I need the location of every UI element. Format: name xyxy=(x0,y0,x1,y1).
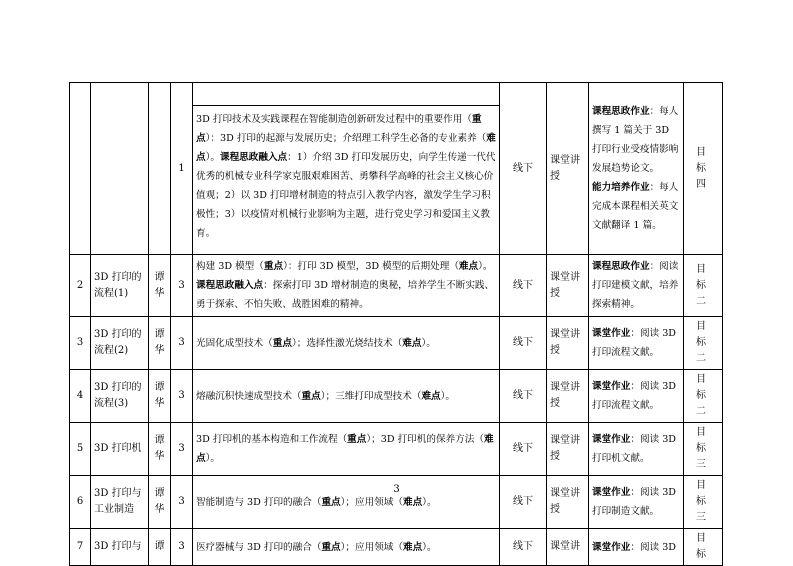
homework-text: ：每人完成本课程相关英文文献翻译 1 篇。 xyxy=(592,182,679,231)
cell-teacher xyxy=(149,317,171,370)
table-row xyxy=(70,83,723,255)
cell-hours: 3 xyxy=(171,255,193,317)
content-text: ）。 xyxy=(421,337,436,349)
homework-emphasis: 课堂作业 xyxy=(592,434,631,445)
content-emphasis: 难点 xyxy=(402,496,423,508)
cell-teacher xyxy=(149,529,171,566)
content-text: 光固化成型技术（ xyxy=(196,337,273,349)
table-row xyxy=(70,423,723,476)
content-text: 3D 打印技术及实践课程在智能制造创新研发过程中的重要作用（ xyxy=(196,114,472,125)
homework-text: ：阅读打印建模文献，培养探索精神。 xyxy=(592,261,679,310)
cell-mode: 线下 xyxy=(500,529,547,566)
content-emphasis: 课程思政融入点 xyxy=(196,280,264,291)
cell-goal xyxy=(684,529,723,566)
cell-unit: 3D 打印的流程(2) xyxy=(91,317,149,370)
goal-text: 目标二 xyxy=(696,374,710,417)
teacher-name: 谭华 xyxy=(154,435,165,462)
cell-mode: 线下 xyxy=(500,370,547,423)
cell-no: 4 xyxy=(70,370,91,423)
goal-text: 目标二 xyxy=(696,321,710,364)
cell-hours: 1 xyxy=(171,83,193,255)
cell-no xyxy=(70,83,91,255)
cell-goal xyxy=(684,317,723,370)
cell-homework xyxy=(589,83,684,255)
content-text: ：探索打印 3D 增材制造的奥秘，培养学生不断实践、勇于探索、不怕失败、战胜困难的精神。 xyxy=(196,280,495,310)
cell-method: 课堂讲授 xyxy=(547,370,589,423)
content-emphasis: 重点 xyxy=(272,337,292,349)
table-row xyxy=(70,370,723,423)
cell-content xyxy=(193,529,500,566)
cell-unit: 3D 打印与 xyxy=(91,529,149,566)
content-text: 智能制造与 3D 打印的融合（ xyxy=(196,496,322,508)
content-text: ）：打印 3D 模型，3D 模型的后期处理（ xyxy=(283,261,459,272)
teacher-name: 谭华 xyxy=(154,271,165,299)
content-text: ）；应用领域（ xyxy=(340,541,403,553)
content-text: 3D 打印机的基本构造和工作流程（ xyxy=(196,434,348,445)
content-text: ）；应用领域（ xyxy=(340,496,403,508)
cell-homework xyxy=(589,317,684,370)
content-text: ：1）介绍 3D 打印发展历史，向学生传递一代代优秀的机械专业科学家克服艰难困苦、勇攀科学高峰的社会主义核心价值观；2）以 3D 打印增材制造的特点引入教学内容，激发学生学习积极性；3）以疫情对机械行业影响为主题，进行党史学习和爱国主义教育。 xyxy=(196,152,496,239)
homework-text: ：阅读 3D xyxy=(630,541,677,553)
goal-text: 目标二 xyxy=(696,263,710,307)
cell-teacher xyxy=(149,83,171,255)
cell-mode: 线下 xyxy=(500,476,547,529)
content-emphasis: 重点 xyxy=(321,496,341,508)
homework-emphasis: 课程思政作业 xyxy=(592,261,650,272)
cell-teacher xyxy=(149,370,171,423)
cell-method: 课堂讲授 xyxy=(547,423,589,476)
content-text: 熔融沉积快速成型技术（ xyxy=(196,390,302,402)
homework-emphasis: 课堂作业 xyxy=(592,487,631,498)
content-emphasis: 难点 xyxy=(458,261,479,272)
goal-text: 目标三 xyxy=(696,480,710,523)
content-emphasis: 课程思政融入点 xyxy=(219,152,288,163)
cell-no: 6 xyxy=(70,476,91,529)
cell-hours: 3 xyxy=(171,317,193,370)
homework-emphasis: 课堂作业 xyxy=(592,541,631,553)
cell-unit: 3D 打印机 xyxy=(91,423,149,476)
cell-unit: 3D 打印与工业制造 xyxy=(91,476,149,529)
cell-unit xyxy=(91,83,149,255)
cell-content xyxy=(193,83,500,255)
content-emphasis: 难点 xyxy=(421,390,441,402)
teacher-name: 谭 xyxy=(154,541,165,552)
teacher-name: 谭华 xyxy=(154,488,165,515)
homework-emphasis: 课堂作业 xyxy=(592,381,631,392)
cell-method: 课堂讲授 xyxy=(547,317,589,370)
cell-homework xyxy=(589,423,684,476)
teacher-name: 谭华 xyxy=(154,382,165,409)
cell-hours: 3 xyxy=(171,370,193,423)
content-text: ）；3D 打印机的保养方法（ xyxy=(366,434,484,445)
cell-hours: 3 xyxy=(171,476,193,529)
cell-no: 7 xyxy=(70,529,91,566)
content-text: ）。 xyxy=(205,453,220,464)
cell-goal xyxy=(684,370,723,423)
cell-mode: 线下 xyxy=(500,317,547,370)
homework-text: ：阅读 3D 打印流程文献。 xyxy=(592,381,677,411)
content-text: ）。 xyxy=(478,261,493,272)
cell-no: 5 xyxy=(70,423,91,476)
content-text: ）。 xyxy=(422,496,437,508)
goal-text: 目标三 xyxy=(696,427,710,470)
homework-emphasis: 课程思政作业 xyxy=(592,106,650,117)
content-emphasis: 难点 xyxy=(402,337,422,349)
cell-method: 课堂讲授 xyxy=(547,476,589,529)
cell-mode: 线下 xyxy=(500,255,547,317)
goal-text: 目标四 xyxy=(696,146,710,190)
content-text: ）。 xyxy=(422,541,437,553)
table-row xyxy=(70,529,723,566)
homework-emphasis: 课堂作业 xyxy=(592,328,631,339)
homework-text: ：阅读 3D 打印流程文献。 xyxy=(592,328,677,358)
content-text: ）：3D 打印的起源与发展历史；介绍理工科学生必备的专业素养（ xyxy=(205,133,487,144)
cell-goal xyxy=(684,255,723,317)
cell-unit: 3D 打印的流程(1) xyxy=(91,255,149,317)
homework-text: ：阅读 3D 打印机文献。 xyxy=(592,434,677,464)
cell-hours: 3 xyxy=(171,423,193,476)
homework-text: ：每人撰写 1 篇关于 3D 打印行业受疫情影响发展趋势论文。 xyxy=(592,106,679,174)
cell-content xyxy=(193,423,500,476)
content-text: 医疗器械与 3D 打印的融合（ xyxy=(196,541,322,553)
cell-homework xyxy=(589,529,684,566)
cell-hours: 3 xyxy=(171,529,193,566)
content-emphasis: 难点 xyxy=(402,541,423,553)
blank-sub-row xyxy=(193,83,499,106)
cell-content xyxy=(193,370,500,423)
goal-text: 目标 xyxy=(696,533,710,560)
cell-content xyxy=(193,317,500,370)
cell-goal xyxy=(684,423,723,476)
content-text: ）；选择性激光烧结技术（ xyxy=(291,337,403,349)
cell-method: 课堂讲 xyxy=(547,529,589,566)
cell-unit: 3D 打印的流程(3) xyxy=(91,370,149,423)
cell-no: 2 xyxy=(70,255,91,317)
content-text: 构建 3D 模型（ xyxy=(196,261,264,272)
content-text: ）。 xyxy=(440,390,456,402)
content-emphasis: 难点 xyxy=(196,133,496,163)
content-text: ）；三维打印成型技术（ xyxy=(320,390,422,402)
content-emphasis: 重点 xyxy=(263,261,284,272)
content-emphasis: 难点 xyxy=(196,434,494,464)
cell-homework xyxy=(589,370,684,423)
homework-emphasis: 能力培养作业 xyxy=(592,182,650,193)
cell-no: 3 xyxy=(70,317,91,370)
cell-method: 课堂讲授 xyxy=(547,83,589,255)
table-row xyxy=(70,317,723,370)
content-emphasis: 重点 xyxy=(321,541,341,553)
homework-text: ：阅读 3D 打印制造文献。 xyxy=(592,487,677,517)
cell-mode: 线下 xyxy=(500,83,547,255)
cell-homework xyxy=(589,255,684,317)
content-emphasis: 重点 xyxy=(301,390,321,402)
page-number: 3 xyxy=(393,484,400,495)
cell-teacher xyxy=(149,423,171,476)
content-emphasis: 重点 xyxy=(347,434,367,445)
cell-method: 课堂讲授 xyxy=(547,255,589,317)
teacher-name: 谭华 xyxy=(154,329,165,356)
cell-goal xyxy=(684,83,723,255)
cell-teacher xyxy=(149,255,171,317)
content-emphasis: 重点 xyxy=(196,114,482,144)
table-row xyxy=(70,255,723,317)
cell-mode: 线下 xyxy=(500,423,547,476)
cell-content xyxy=(193,255,500,317)
content-text: ）。 xyxy=(205,152,220,163)
